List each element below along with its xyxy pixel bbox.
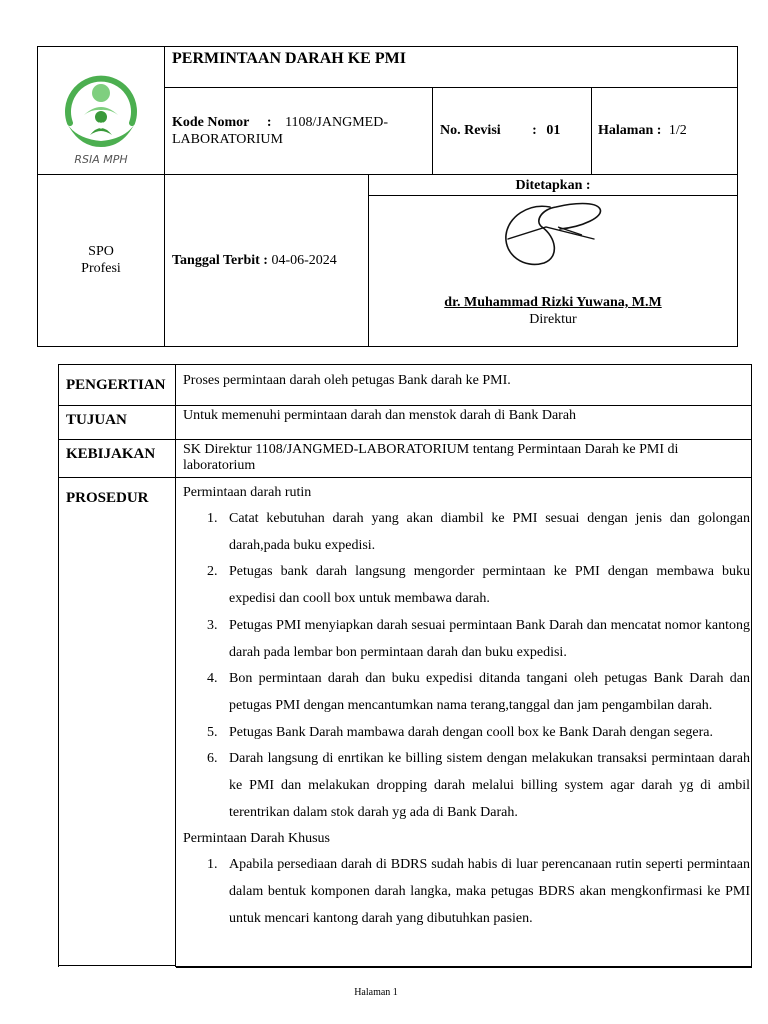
ditetapkan-label: Ditetapkan : xyxy=(515,178,591,193)
kode-nomor xyxy=(172,114,422,148)
prosedur-content xyxy=(183,480,750,933)
kode-nomor-sep: : xyxy=(266,115,272,130)
tanggal-label: Tanggal Terbit : xyxy=(172,253,268,268)
list-item: 4. Bon permintaan darah dan buku expedisi ditanda tangani oleh petugas Bank Darah dan petugas PMI dengan mencantumkan nama terang,tanggal dan jam pengambilan darah. xyxy=(207,671,750,713)
document-title: PERMINTAAN DARAH KE PMI xyxy=(172,50,406,67)
no-revisi-label: No. Revisi xyxy=(440,123,501,138)
prosedur-label: PROSEDUR xyxy=(66,490,149,506)
tujuan-label: TUJUAN xyxy=(66,412,127,428)
procedure-table xyxy=(58,364,752,967)
pengertian-label: PENGERTIAN xyxy=(66,377,166,393)
document-header xyxy=(37,46,738,347)
list-item: 3. Petugas PMI menyiapkan darah sesuai permintaan Bank Darah dan mencatat nomor kantong darah pada lembar bon permintaan darah dan buku expedisi. xyxy=(207,617,750,660)
list-item: 6. Darah langsung di enrtikan ke billing sistem dengan melakukan transaksi permintaan darah ke PMI dan melakukan dropping darah melalui billing system agar darah yg di ambil terentrikan dalam stok darah yg ada di Bank Darah. xyxy=(207,751,750,820)
hospital-logo xyxy=(58,63,144,169)
halaman xyxy=(598,122,687,139)
spo-line2: Profesi xyxy=(81,261,121,276)
page-footer: Halaman 1 xyxy=(354,987,398,998)
list-item: 1. Catat kebutuhan darah yang akan diambil ke PMI sesuai dengan jenis dan golongan darah,pada buku expedisi. xyxy=(207,511,750,553)
signer-block xyxy=(369,294,737,328)
signer-title: Direktur xyxy=(529,312,577,327)
khusus-heading: Permintaan Darah Khusus xyxy=(183,831,330,847)
kebijakan-text: SK Direktur 1108/JANGMED-LABORATORIUM tentang Permintaan Darah ke PMI di laboratorium xyxy=(183,442,679,473)
tujuan-text: Untuk memenuhi permintaan darah dan menstok darah di Bank Darah xyxy=(183,408,577,423)
list-item: 5. Petugas Bank Darah mambawa darah dengan cooll box ke Bank Darah dengan segera. xyxy=(207,724,713,740)
signature xyxy=(498,197,608,273)
kode-nomor-label: Kode Nomor xyxy=(172,115,250,130)
signature-icon xyxy=(498,197,608,273)
spo-line1: SPO xyxy=(88,244,114,259)
rutin-steps xyxy=(183,506,750,826)
rutin-heading: Permintaan darah rutin xyxy=(183,485,312,500)
tanggal-terbit xyxy=(172,252,337,269)
kode-nomor-value: 1108/JANGMED-LABORATORIUM xyxy=(172,115,388,147)
khusus-steps xyxy=(183,852,750,932)
logo-text: RSIA MPH xyxy=(74,153,128,166)
kebijakan-label: KEBIJAKAN xyxy=(66,446,156,462)
signer-name: dr. Muhammad Rizki Yuwana, M.M xyxy=(444,295,662,310)
halaman-value: 1/2 xyxy=(668,123,687,138)
list-item: 1. Apabila persediaan darah di BDRS sudah habis di luar perencanaan rutin seperti permintaan dalam bentuk komponen darah langka, maka petugas BDRS akan mengkonfirmasi ke PMI untuk mencari kantong darah yang dibutuhkan pasien. xyxy=(207,857,750,926)
pengertian-text: Proses permintaan darah oleh petugas Bank darah ke PMI. xyxy=(183,373,511,388)
hospital-logo-icon xyxy=(58,63,144,169)
halaman-label: Halaman : xyxy=(598,123,662,138)
no-revisi xyxy=(440,122,560,139)
spo-profesi xyxy=(38,243,164,277)
tanggal-value: 04-06-2024 xyxy=(271,253,337,268)
no-revisi-sep: : xyxy=(532,123,537,138)
no-revisi-value: 01 xyxy=(546,123,561,138)
list-item: 2. Petugas bank darah langsung mengorder permintaan ke PMI dengan membawa buku expedisi dan cooll box untuk membawa darah. xyxy=(207,564,750,607)
